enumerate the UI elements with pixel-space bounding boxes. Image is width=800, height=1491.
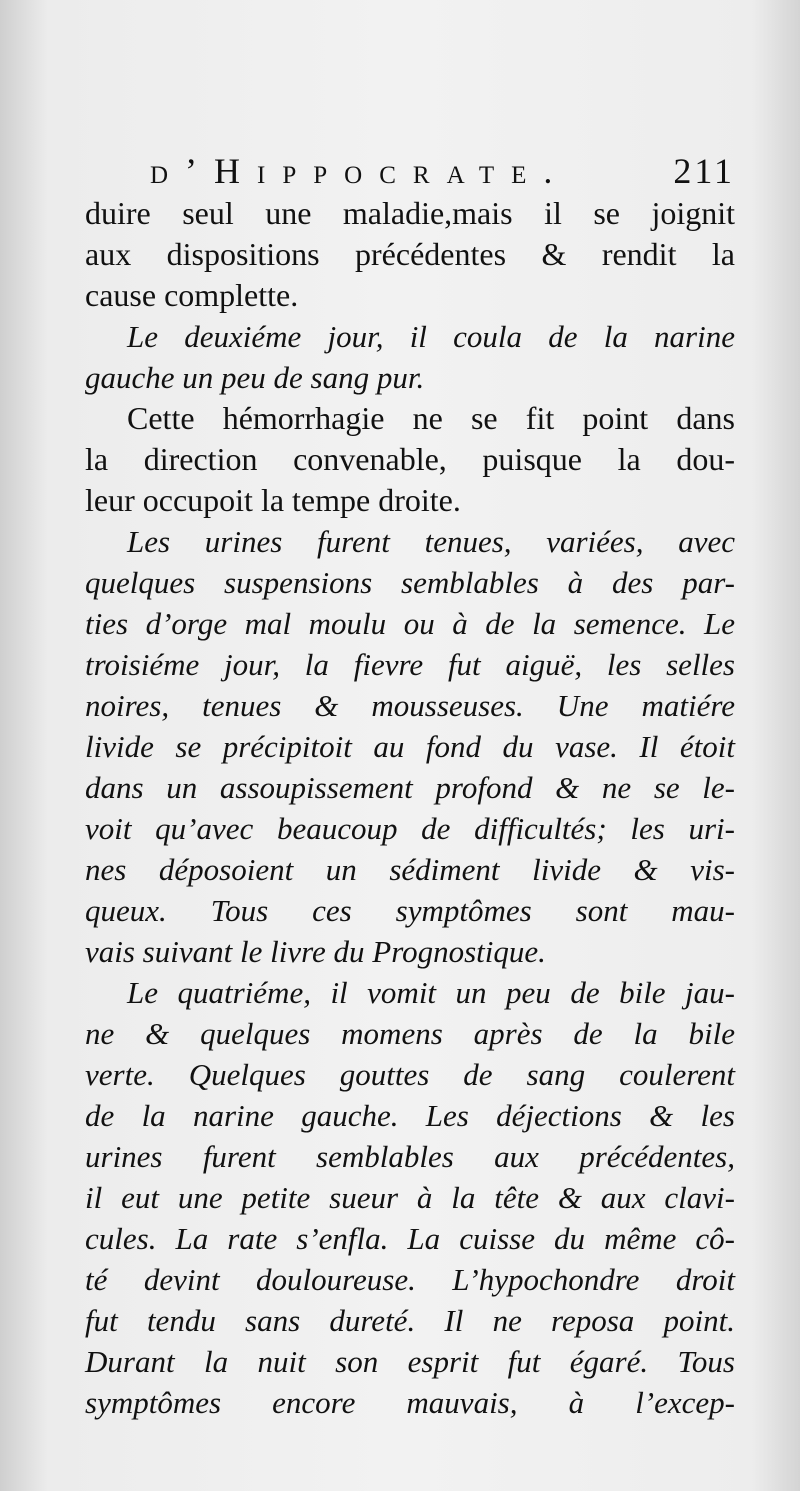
text-line: nes déposoient un sédiment livide & vis- <box>85 852 735 887</box>
text-line: Les urines furent tenues, variées, avec <box>127 524 735 559</box>
text-line: aux dispositions précédentes & rendit la <box>85 236 735 272</box>
text-line: de la narine gauche. Les déjections & les <box>85 1098 735 1133</box>
text-line: dans un assoupissement profond & ne se le- <box>85 770 735 805</box>
text-line: verte. Quelques gouttes de sang coulerent <box>85 1057 735 1092</box>
running-header <box>150 150 735 195</box>
text-line: symptômes encore mauvais, à l’excep- <box>85 1385 735 1420</box>
text-line: la direction convenable, puisque la dou- <box>85 441 735 477</box>
text-line: cules. La rate s’enfla. La cuisse du même cô- <box>85 1221 735 1256</box>
text-line: cause complette. <box>85 277 299 313</box>
text-line: gauche un peu de sang pur. <box>85 360 425 395</box>
text-line: té devint douloureuse. L’hypochondre droit <box>85 1262 735 1297</box>
page-number: 211 <box>673 151 735 191</box>
text-line: livide se précipitoit au fond du vase. Il étoit <box>85 729 735 764</box>
text-line: troisiéme jour, la fievre fut aiguë, les selles <box>85 647 735 682</box>
text-line: urines furent semblables aux précédentes, <box>85 1139 735 1174</box>
body-text <box>85 193 735 1423</box>
text-line: Durant la nuit son esprit fut égaré. Tous <box>85 1344 735 1379</box>
text-line: Le deuxiéme jour, il coula de la narine <box>127 319 735 354</box>
text-line: voit qu’avec beaucoup de difficultés; les uri- <box>85 811 735 846</box>
text-line: noires, tenues & mousseuses. Une matiére <box>85 688 735 723</box>
text-line: vais suivant le livre du Prognostique. <box>85 934 546 969</box>
text-line: ties d’orge mal moulu ou à de la semence. Le <box>85 606 735 641</box>
text-line: quelques suspensions semblables à des par- <box>85 565 735 600</box>
text-line: duire seul une maladie,mais il se joignit <box>85 195 735 231</box>
text-line: ne & quelques momens après de la bile <box>85 1016 735 1051</box>
text-line: queux. Tous ces symptômes sont mau- <box>85 893 735 928</box>
text-line: Le quatriéme, il vomit un peu de bile jau- <box>127 975 735 1010</box>
text-line: fut tendu sans dureté. Il ne reposa point. <box>85 1303 735 1338</box>
text-line: leur occupoit la tempe droite. <box>85 482 461 518</box>
text-line: il eut une petite sueur à la tête & aux clavi- <box>85 1180 735 1215</box>
running-title: d’Hippocrate. <box>150 151 570 191</box>
text-line: Cette hémorrhagie ne se fit point dans <box>127 400 735 436</box>
